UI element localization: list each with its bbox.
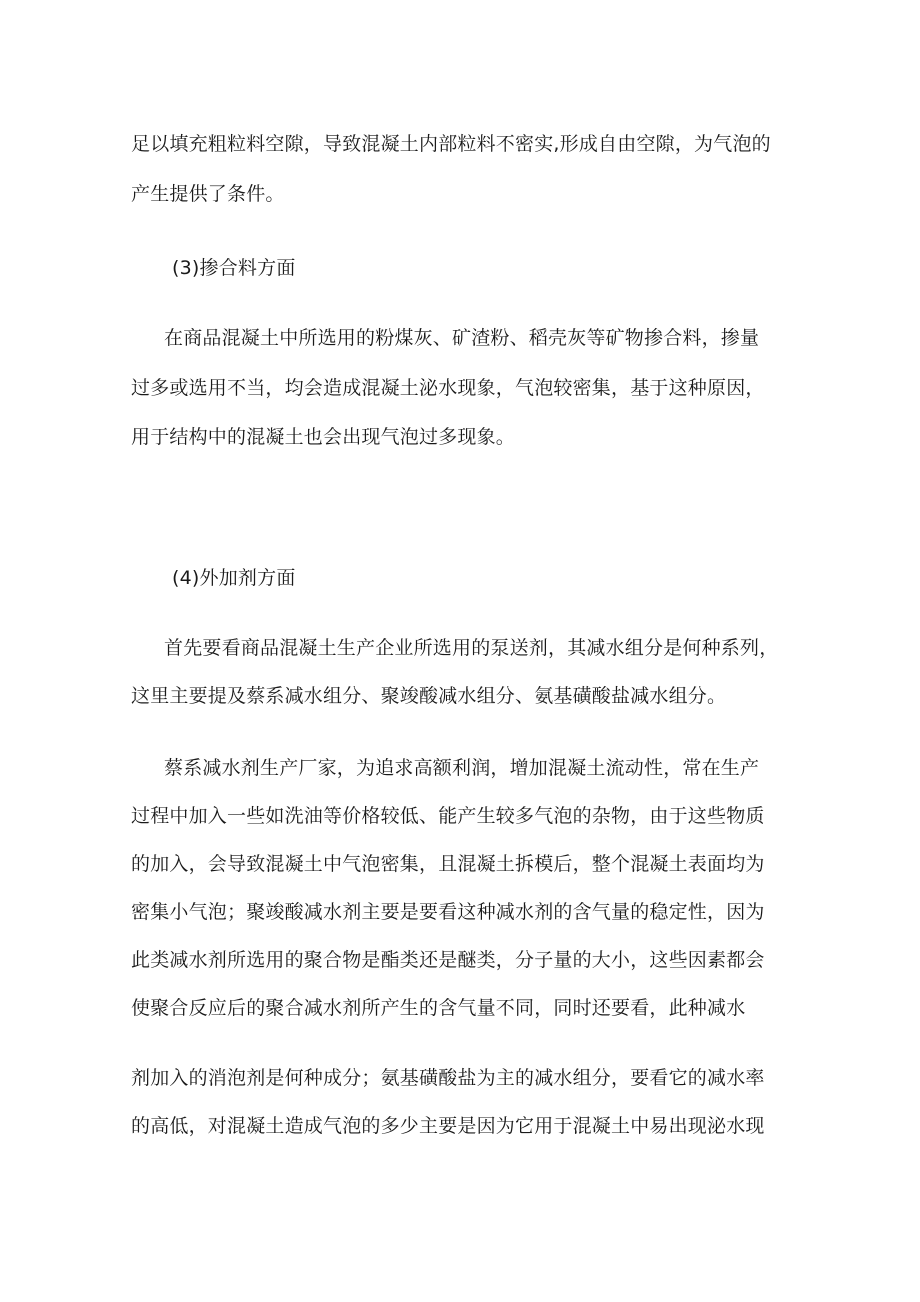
paragraph-line: 足以填充粗粒料空隙，导致混凝土内部粒料不密实,形成自由空隙，为气泡的 (131, 133, 771, 155)
paragraph-line: 产生提供了条件。 (131, 183, 285, 205)
paragraph-line: 这里主要提及蔡系减水组分、聚竣酸减水组分、氨基磺酸盐减水组分。 (131, 685, 727, 707)
paragraph-line: 用于结构中的混凝土也会出现气泡过多现象。 (131, 426, 516, 448)
section-heading-4: (4)外加剂方面 (172, 567, 296, 589)
paragraph-line: 的高低，对混凝土造成气泡的多少主要是因为它用于混凝土中易出现泌水现 (131, 1115, 765, 1137)
paragraph-line: 此类减水剂所选用的聚合物是酯类还是醚类，分子量的大小，这些因素都会 (131, 949, 765, 971)
paragraph-line: 过多或选用不当，均会造成混凝土泌水现象，气泡较密集，基于这种原因， (131, 377, 765, 399)
paragraph-line: 密集小气泡；聚竣酸减水剂主要是要看这种减水剂的含气量的稳定性，因为 (131, 901, 765, 923)
paragraph-line: 使聚合反应后的聚合减水剂所产生的含气量不同，同时还要看，此种减水 (131, 997, 746, 1019)
paragraph-line: 在商品混凝土中所选用的粉煤灰、矿渣粉、稻壳灰等矿物掺合料，掺量 (164, 327, 760, 349)
section-heading-3: (3)掺合料方面 (172, 257, 296, 279)
paragraph-line: 首先要看商品混凝土生产企业所选用的泵送剂，其减水组分是何种系列， (164, 637, 779, 659)
paragraph-line: 过程中加入一些如洗油等价格较低、能产生较多气泡的杂物，由于这些物质 (131, 805, 765, 827)
paragraph-line: 剂加入的消泡剂是何种成分；氨基磺酸盐为主的减水组分，要看它的减水率 (131, 1067, 765, 1089)
paragraph-line: 的加入，会导致混凝土中气泡密集，且混凝土拆模后，整个混凝土表面均为 (131, 853, 765, 875)
paragraph-line: 蔡系减水剂生产厂家，为追求高额利润，增加混凝土流动性，常在生产 (164, 757, 760, 779)
